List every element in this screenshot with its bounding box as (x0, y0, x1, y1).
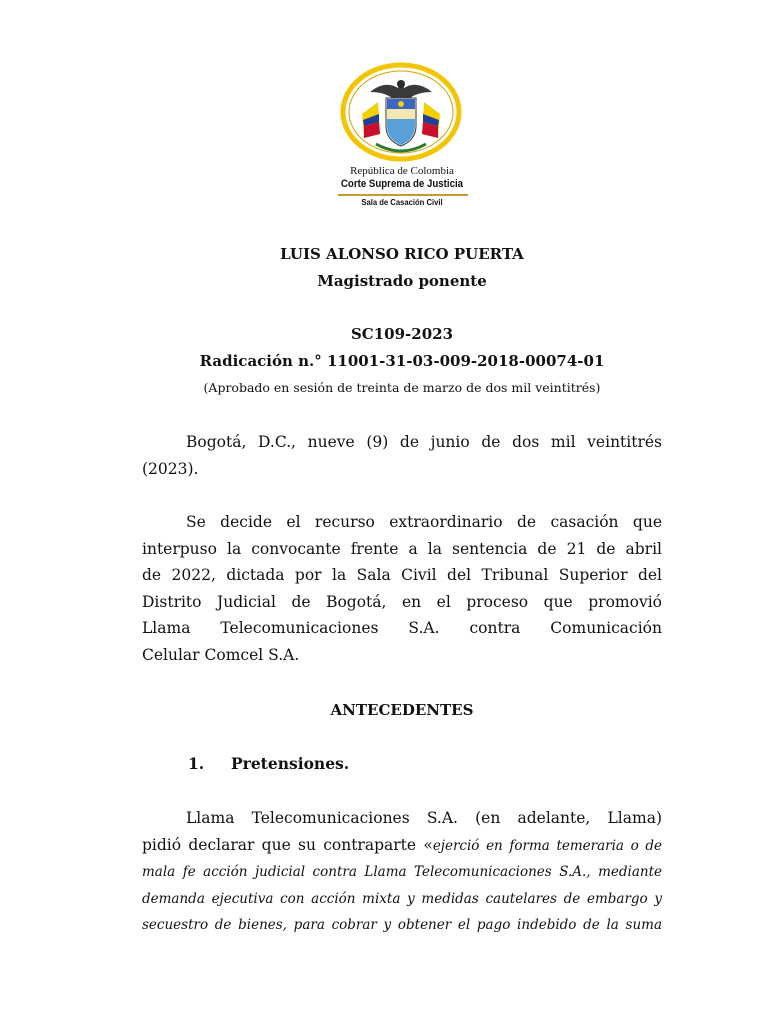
court-name: Corte Suprema de Justicia (340, 178, 464, 190)
subsection-number: 1. (188, 754, 205, 773)
case-number: SC109-2023 (350, 325, 454, 343)
date-paragraph (142, 429, 662, 482)
claim-quote-line: mala fe acción judicial contra Llama Telecomunicaciones S.A., mediante (142, 864, 662, 880)
chamber-name: Sala de Casación Civil (361, 197, 443, 207)
claim-line: pidió declarar que su contraparte «ejerció en forma temeraria o de (142, 835, 662, 854)
decision-line: Llama Telecomunicaciones S.A. contra Comunicación (142, 619, 662, 637)
claim-line: Llama Telecomunicaciones S.A. (en adelante, Llama) (186, 809, 662, 827)
colombia-coat-of-arms-seal (340, 62, 462, 162)
approval-note: (Aprobado en sesión de treinta de marzo de dos mil veintitrés) (203, 380, 601, 395)
radication-number: Radicación n.° 11001-31-03-009-2018-00074-01 (199, 352, 605, 370)
decision-line: Se decide el recurso extraordinario de casación que (186, 513, 662, 531)
decision-line: de 2022, dictada por la Sala Civil del Tribunal Superior del (142, 566, 662, 584)
header-divider (338, 194, 468, 196)
claim-quote-line: demanda ejecutiva con acción mixta y medidas cautelares de embargo y (142, 890, 662, 907)
claim-quote-line: secuestro de bienes, para cobrar y obtener el pago indebido de la suma (142, 917, 662, 933)
magistrate-role: Magistrado ponente (317, 272, 487, 290)
date-line-1: Bogotá, D.C., nueve (9) de junio de dos mil veintitrés (186, 433, 662, 451)
decision-line: Distrito Judicial de Bogotá, en el proceso que promovió (142, 592, 662, 611)
republic-label: República de Colombia (350, 165, 454, 177)
decision-line: interpuso la convocante frente a la sentencia de 21 de abril (142, 539, 662, 558)
claim-paragraph (142, 805, 662, 939)
subsection-title: Pretensiones. (231, 754, 350, 773)
section-title: ANTECEDENTES (330, 701, 474, 719)
decision-paragraph (142, 509, 662, 668)
decision-line: Celular Comcel S.A. (142, 645, 300, 664)
date-line-2: (2023). (142, 459, 199, 478)
magistrate-name: LUIS ALONSO RICO PUERTA (280, 245, 524, 263)
